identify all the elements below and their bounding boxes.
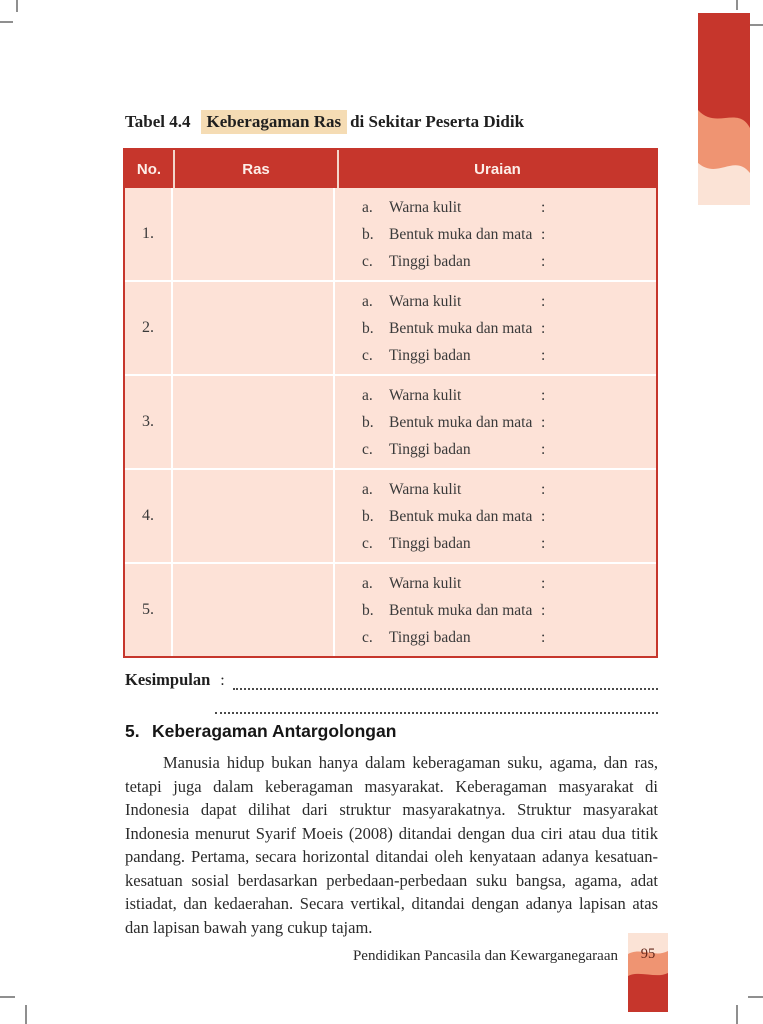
cell-ras-blank [173,282,335,374]
table-row [125,188,656,280]
crop-mark-top-right-v [736,0,738,10]
item-letter: a. [362,480,373,498]
conclusion-line-1 [125,668,658,690]
item-letter: b. [362,225,374,243]
conclusion-fill-line-2 [215,690,658,714]
cell-uraian [335,470,656,562]
crop-mark-bottom-right-v [736,1005,738,1024]
item-label: Bentuk muka dan mata [389,225,533,243]
table-row [125,374,656,468]
section-paragraph: Manusia hidup bukan hanya dalam keberagaman suku, agama, dan ras, tetapi juga dalam keberagaman masyarakat. Keberagaman masyarakat di Indonesia dapat dilihat dari struktur masyarakatnya. Struktur masyarakat Indonesia menurut Syarif Moeis (2008) ditandai dengan dua ciri atau dua titik pandang. Pertama, secara horizontal ditandai oleh kenyataan adanya kesatuan-kesatuan sosial berdasarkan perbedaan-perbedaan suku bangsa, agama, adat istiadat, dan kedaerahan. Secara vertikal, ditandai dengan adanya lapisan atas dan lapisan bawah yang cukup tajam. [125,753,658,937]
item-label: Bentuk muka dan mata [389,601,533,619]
uraian-item [362,476,622,503]
item-label: Bentuk muka dan mata [389,507,533,525]
item-letter: a. [362,198,373,216]
item-colon: : [541,534,546,552]
item-label: Tinggi badan [389,252,471,270]
cell-row-number: 3. [125,376,173,468]
cell-uraian [335,376,656,468]
item-letter: b. [362,601,374,619]
crop-mark-top-left-h [0,21,13,23]
item-colon: : [541,574,546,592]
crop-mark-bottom-left-h [0,996,15,998]
item-letter: a. [362,386,373,404]
uraian-item [362,503,622,530]
cell-ras-blank [173,564,335,656]
item-colon: : [541,480,546,498]
section-title: Keberagaman Antargolongan [152,721,397,741]
column-header-ras: Ras [175,150,339,188]
item-letter: b. [362,413,374,431]
item-colon: : [541,386,546,404]
item-colon: : [541,225,546,243]
item-label: Tinggi badan [389,346,471,364]
uraian-item [362,194,622,221]
page-number: 95 [640,946,656,962]
item-letter: c. [362,628,373,646]
cell-uraian [335,564,656,656]
item-letter: c. [362,346,373,364]
item-colon: : [541,292,546,310]
cell-uraian [335,282,656,374]
ribbon-wave-icon [698,13,750,205]
item-letter: a. [362,574,373,592]
uraian-item [362,436,622,463]
item-letter: c. [362,534,373,552]
cell-ras-blank [173,470,335,562]
uraian-item [362,315,622,342]
item-label: Warna kulit [389,386,462,404]
item-letter: a. [362,292,373,310]
item-label: Tinggi badan [389,534,471,552]
cell-uraian [335,188,656,280]
conclusion-label: Kesimpulan [125,670,211,689]
item-label: Warna kulit [389,292,462,310]
footer-book-title: Pendidikan Pancasila dan Kewarganegaraan [352,948,618,964]
table-header-row [125,150,656,188]
table-row [125,562,656,656]
uraian-item [362,221,622,248]
crop-mark-bottom-right-h [748,996,763,998]
page-edge-ribbon-graphic [698,13,750,205]
uraian-item [362,570,622,597]
item-colon: : [541,628,546,646]
cell-row-number: 4. [125,470,173,562]
section-heading [125,721,658,742]
column-header-uraian: Uraian [474,160,521,178]
uraian-item [362,597,622,624]
item-label: Tinggi badan [389,628,471,646]
item-label: Bentuk muka dan mata [389,319,533,337]
ras-diversity-table [123,148,658,658]
table-title-highlighted: Keberagaman Ras [201,110,348,134]
item-label: Warna kulit [389,480,462,498]
uraian-item [362,409,622,436]
uraian-item [362,342,622,369]
item-letter: c. [362,252,373,270]
item-colon: : [541,601,546,619]
table-caption [125,112,665,132]
crop-mark-bottom-left-v [25,1005,27,1024]
conclusion-fill-line-1 [233,670,658,690]
column-header-no: No. [125,150,175,188]
cell-row-number: 1. [125,188,173,280]
item-colon: : [541,198,546,216]
table-title-rest: di Sekitar Peserta Didik [350,112,525,131]
item-label: Warna kulit [389,198,462,216]
crop-mark-top-right-h [748,24,763,26]
item-letter: b. [362,319,374,337]
item-colon: : [541,440,546,458]
item-colon: : [541,507,546,525]
item-label: Tinggi badan [389,440,471,458]
uraian-item [362,248,622,275]
item-colon: : [541,319,546,337]
table-row [125,468,656,562]
item-letter: c. [362,440,373,458]
banner-wave-icon [628,933,668,1012]
section-number: 5. [125,721,140,741]
crop-mark-top-left-v [16,0,18,12]
cell-ras-blank [173,376,335,468]
conclusion-colon: : [220,672,225,689]
conclusion-block [125,668,658,714]
uraian-item [362,288,622,315]
item-label: Bentuk muka dan mata [389,413,533,431]
uraian-item [362,382,622,409]
page-number-banner [628,933,668,1012]
uraian-item [362,624,622,651]
cell-row-number: 2. [125,282,173,374]
item-label: Warna kulit [389,574,462,592]
table-number-label: Tabel 4.4 [125,112,191,131]
uraian-item [362,530,622,557]
item-colon: : [541,346,546,364]
cell-ras-blank [173,188,335,280]
item-colon: : [541,252,546,270]
cell-row-number: 5. [125,564,173,656]
item-colon: : [541,413,546,431]
item-letter: b. [362,507,374,525]
table-row [125,280,656,374]
